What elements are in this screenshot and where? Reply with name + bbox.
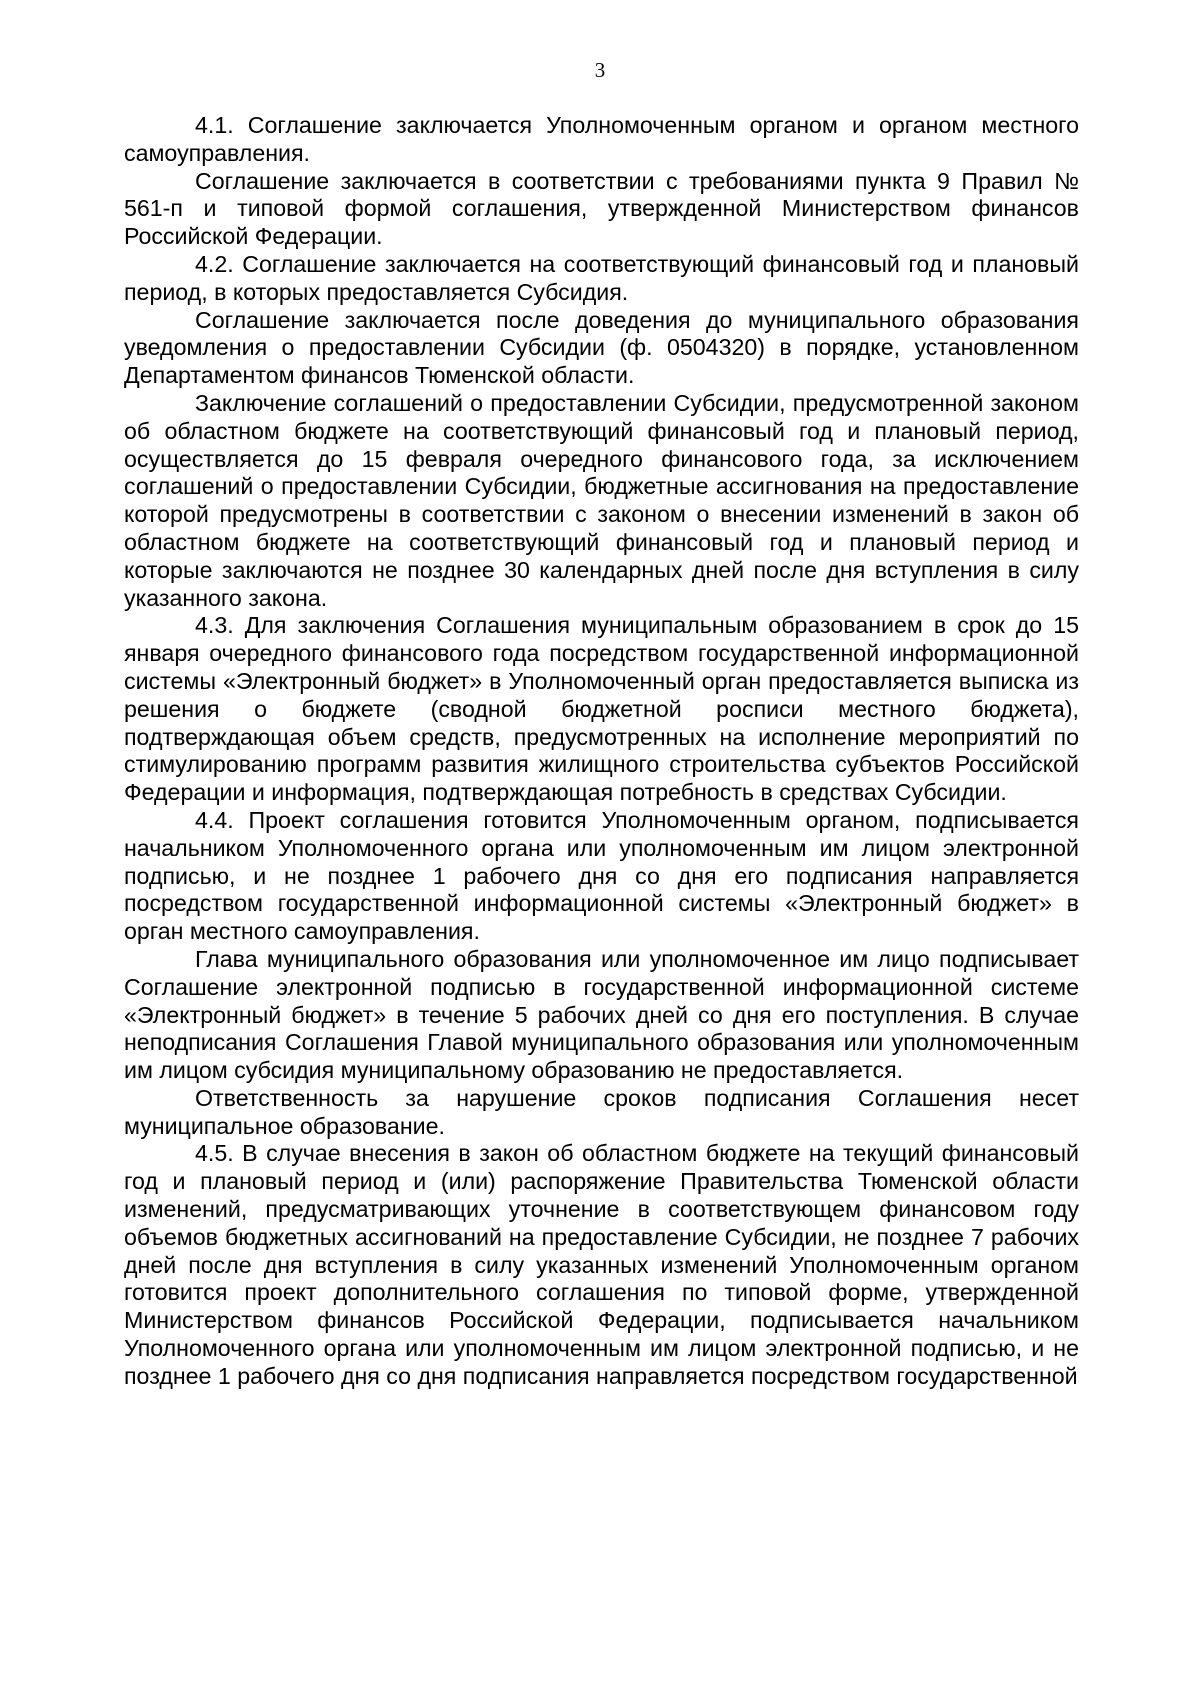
paragraph: Заключение соглашений о предоставлении Субсидии, предусмотренной законом об областном бюджете на соответствующий финансовый год и плановый период, осуществляется до 15 февраля очередного финансового года, за исключением соглашений о предоставлении Субсидии, бюджетные ассигнования на предоставление которой предусмотрены в соответствии с законом о внесении изменений в закон об областном бюджете на соответствующий финансовый год и плановый период и которые заключаются не позднее 30 календарных дней после дня вступления в силу указанного закона.: [124, 389, 1079, 611]
paragraph: 4.2. Соглашение заключается на соответствующий финансовый год и плановый период, в которых предоставляется Субсидия.: [124, 250, 1079, 305]
page-number: 3: [594, 58, 606, 82]
paragraph: 4.5. В случае внесения в закон об областном бюджете на текущий финансовый год и плановый период и (или) распоряжение Правительства Тюменской области изменений, предусматривающих уточнение в соответствующем финансовом году объемов бюджетных ассигнований на предоставление Субсидии, не позднее 7 рабочих дней после дня вступления в силу указанных изменений Уполномоченным органом готовится проект дополнительного соглашения по типовой форме, утвержденной Министерством финансов Российской Федерации, подписывается начальником Уполномоченного органа или уполномоченным им лицом электронной подписью, и не позднее 1 рабочего дня со дня подписания направляется посредством государственной: [124, 1140, 1079, 1389]
paragraph: 4.4. Проект соглашения готовится Уполномоченным органом, подписывается начальником Уполномоченного органа или уполномоченным им лицом электронной подписью, и не позднее 1 рабочего дня со дня его подписания направляется посредством государственной информационной системы «Электронный бюджет» в орган местного самоуправления.: [124, 806, 1079, 945]
paragraph: 4.1. Соглашение заключается Уполномоченным органом и органом местного самоуправления.: [124, 112, 1079, 166]
document-body: [124, 112, 1079, 1391]
paragraph: Соглашение заключается после доведения до муниципального образования уведомления о предоставлении Субсидии (ф. 0504320) в порядке, установленном Департаментом финансов Тюменской области.: [124, 306, 1079, 389]
paragraph: Соглашение заключается в соответствии с требованиями пункта 9 Правил № 561-п и типовой формой соглашения, утвержденной Министерством финансов Российской Федерации.: [124, 167, 1079, 250]
paragraph: Ответственность за нарушение сроков подписания Соглашения несет муниципальное образование.: [124, 1084, 1079, 1139]
paragraph: 4.3. Для заключения Соглашения муниципальным образованием в срок до 15 января очередного финансового года посредством государственной информационной системы «Электронный бюджет» в Уполномоченный орган предоставляется выписка из решения о бюджете (сводной бюджетной росписи местного бюджета), подтверждающая объем средств, предусмотренных на исполнение мероприятий по стимулированию программ развития жилищного строительства субъектов Российской Федерации и информация, подтверждающая потребность в средствах Субсидии.: [124, 612, 1079, 806]
paragraph: Глава муниципального образования или уполномоченное им лицо подписывает Соглашение электронной подписью в государственной информационной системе «Электронный бюджет» в течение 5 рабочих дней со дня его поступления. В случае неподписания Соглашения Главой муниципального образования или уполномоченным им лицом субсидия муниципальному образованию не предоставляется.: [124, 945, 1079, 1084]
